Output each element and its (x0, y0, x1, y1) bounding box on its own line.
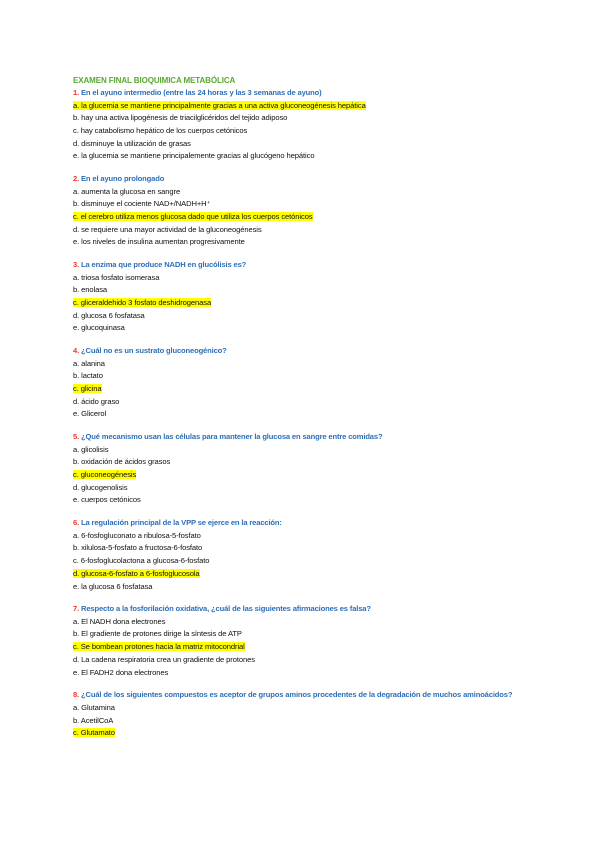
question-4 (73, 345, 533, 421)
answer-option (73, 322, 533, 335)
exam-title: EXAMEN FINAL BIOQUIMICA METABÓLICA (73, 76, 236, 85)
answer-option-text: c. gliceraldehido 3 fosfato deshidrogenasa (73, 298, 212, 308)
question-3 (73, 259, 533, 335)
question-1 (73, 87, 533, 163)
answer-option-text: b. xilulosa-5-fosfato a fructosa-6-fosfato (73, 543, 203, 553)
answer-option-text: e. Glicerol (73, 409, 107, 419)
question-text: ¿Cuál no es un sustrato gluconeogénico? (81, 346, 227, 356)
answer-option-correct (73, 568, 533, 581)
answer-option (73, 112, 533, 125)
answer-option (73, 715, 533, 728)
question-number: 3. (73, 260, 80, 270)
question-heading (73, 517, 533, 530)
answer-option (73, 125, 533, 138)
question-text: En el ayuno prolongado (81, 174, 165, 184)
answer-option-correct (73, 469, 533, 482)
answer-option (73, 530, 533, 543)
answer-option-text: a. aumenta la glucosa en sangre (73, 186, 181, 196)
answer-option-text: d. se requiere una mayor actividad de la gluconeogénesis (73, 224, 262, 234)
answer-option (73, 542, 533, 555)
answer-option (73, 396, 533, 409)
answer-option-text: e. El FADH2 dona electrones (73, 667, 169, 677)
answer-option (73, 494, 533, 507)
answer-option-text: e. la glucemia se mantiene principalemente gracias al glucógeno hepático (73, 151, 315, 161)
answer-option (73, 310, 533, 323)
question-number: 6. (73, 518, 80, 528)
answer-option (73, 236, 533, 249)
question-heading (73, 173, 533, 186)
question-7 (73, 603, 533, 679)
answer-option-text: c. el cerebro utiliza menos glucosa dado que utiliza los cuerpos cetónicos (73, 212, 313, 221)
answer-option-text: b. disminuye el cociente NAD+/NADH+H⁺ (73, 199, 211, 209)
answer-option-text: a. la glucemia se mantiene principalmente gracias a una activa gluconeogénesis hepática (73, 100, 366, 110)
question-number: 4. (73, 346, 80, 356)
question-number: 5. (73, 432, 80, 442)
question-heading (73, 87, 533, 100)
answer-option (73, 186, 533, 199)
answer-option-text: d. La cadena respiratoria crea un gradiente de protones (73, 654, 255, 664)
answer-option (73, 408, 533, 421)
answer-option (73, 667, 533, 680)
answer-option-text: c. hay catabolismo hepático de los cuerpos cetónicos (73, 125, 248, 135)
question-number: 2. (73, 174, 80, 184)
answer-option (73, 198, 533, 211)
answer-option-text: b. oxidación de ácidos grasos (73, 457, 171, 467)
answer-option (73, 358, 533, 371)
answer-option-correct (73, 211, 533, 224)
answer-option (73, 702, 533, 715)
answer-option (73, 370, 533, 383)
answer-option (73, 284, 533, 297)
answer-option-text: d. glucosa 6 fosfatasa (73, 310, 145, 320)
answer-option-text: c. 6-fosfoglucolactona a glucosa-6-fosfato (73, 556, 210, 566)
answer-option-text: b. lactato (73, 371, 103, 381)
question-number: 8. (73, 690, 80, 700)
answer-option (73, 581, 533, 594)
answer-option-text: c. Se bombean protones hacia la matriz mitocondrial (73, 642, 245, 652)
answer-option (73, 555, 533, 568)
answer-option-text: c. Glutamato (73, 728, 115, 738)
question-list (73, 87, 533, 740)
answer-option (73, 456, 533, 469)
question-heading (73, 431, 533, 444)
answer-option-text: b. El gradiente de protones dirige la síntesis de ATP (73, 629, 242, 639)
answer-option-correct (73, 727, 533, 740)
answer-option-correct (73, 641, 533, 654)
answer-option-text: e. glucoquinasa (73, 323, 125, 333)
answer-option (73, 224, 533, 237)
answer-option-text: d. ácido graso (73, 396, 120, 406)
answer-option-text: c. glicina (73, 384, 102, 394)
question-text: En el ayuno intermedio (entre las 24 horas y las 3 semanas de ayuno) (81, 88, 322, 97)
answer-option (73, 272, 533, 285)
answer-option (73, 654, 533, 667)
answer-option (73, 628, 533, 641)
question-heading (73, 345, 533, 358)
answer-option-text: b. AcetilCoA (73, 715, 114, 725)
question-8 (73, 689, 533, 740)
question-text: Respecto a la fosforilación oxidativa, ¿cuál de las siguientes afirmaciones es falsa? (81, 604, 371, 614)
question-heading (73, 603, 533, 616)
answer-option-text: e. cuerpos cetónicos (73, 495, 141, 505)
question-2 (73, 173, 533, 249)
question-number: 7. (73, 604, 80, 614)
answer-option-text: d. glucosa-6-fosfato a 6-fosfoglucosola (73, 568, 200, 578)
answer-option-text: e. los niveles de insulina aumentan progresivamente (73, 237, 245, 247)
question-6 (73, 517, 533, 593)
answer-option (73, 616, 533, 629)
answer-option-text: a. glicolisis (73, 444, 109, 454)
answer-option-correct (73, 297, 533, 310)
answer-option-text: b. hay una activa lipogénesis de triacilglicéridos del tejido adiposo (73, 113, 288, 123)
answer-option (73, 138, 533, 151)
answer-option-text: c. gluconeogénesis (73, 470, 137, 480)
answer-option-text: a. Glutamina (73, 702, 115, 712)
answer-option-correct (73, 383, 533, 396)
answer-option-text: e. la glucosa 6 fosfatasa (73, 581, 153, 591)
question-text: La regulación principal de la VPP se ejerce en la reacción: (81, 518, 282, 528)
question-heading (73, 259, 533, 272)
answer-option-text: a. alanina (73, 358, 105, 368)
answer-option-text: b. enolasa (73, 285, 108, 295)
question-text: ¿Cuál de los siguientes compuestos es aceptor de grupos aminos procedentes de la degradación de muchos aminoácidos? (81, 690, 513, 700)
answer-option (73, 150, 533, 163)
answer-option-text: d. glucogenolisis (73, 482, 128, 492)
answer-option-text: a. El NADH dona electrones (73, 616, 166, 626)
question-number: 1. (73, 88, 80, 97)
question-text: La enzima que produce NADH en glucólisis es? (81, 260, 247, 270)
question-text: ¿Qué mecanismo usan las células para mantener la glucosa en sangre entre comidas? (81, 432, 383, 442)
answer-option-text: a. triosa fosfato isomerasa (73, 272, 160, 282)
exam-content (73, 74, 533, 740)
answer-option-correct (73, 100, 533, 113)
question-5 (73, 431, 533, 507)
answer-option-text: a. 6-fosfogluconato a ribulosa-5-fosfato (73, 530, 201, 540)
answer-option (73, 444, 533, 457)
answer-option (73, 482, 533, 495)
question-heading (73, 689, 533, 702)
answer-option-text: d. disminuye la utilización de grasas (73, 138, 191, 148)
